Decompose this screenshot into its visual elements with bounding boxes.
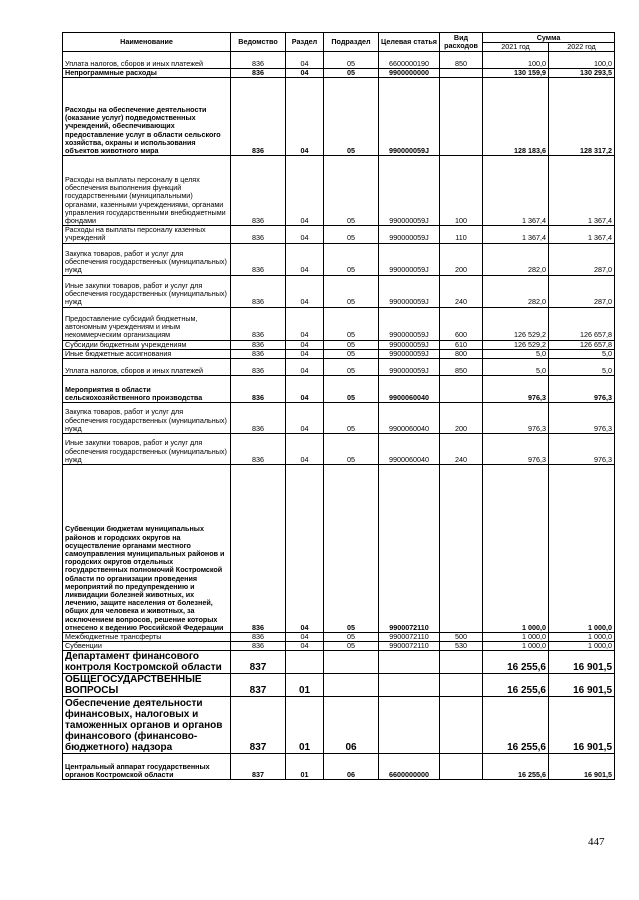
cell-section: 04 — [286, 243, 324, 275]
cell-target: 9900060040 — [379, 376, 440, 403]
cell-sum-2021: 1 000,0 — [483, 642, 549, 651]
cell-sum-2022: 976,3 — [549, 403, 615, 434]
table-row — [63, 642, 615, 651]
cell-sum-2022: 130 293,5 — [549, 69, 615, 78]
cell-sum-2021: 976,3 — [483, 403, 549, 434]
cell-dept: 836 — [231, 465, 286, 633]
cell-name: Расходы на выплаты персоналу казенных учреждений — [63, 226, 231, 243]
cell-sum-2022: 1 000,0 — [549, 465, 615, 633]
cell-section: 04 — [286, 78, 324, 156]
cell-sum-2021: 282,0 — [483, 243, 549, 275]
cell-subsection: 06 — [324, 697, 379, 754]
cell-subsection: 05 — [324, 226, 379, 243]
cell-sum-2021: 282,0 — [483, 275, 549, 307]
cell-expense-type — [440, 651, 483, 674]
table-row — [63, 403, 615, 434]
cell-section: 04 — [286, 226, 324, 243]
cell-sum-2021: 1 000,0 — [483, 633, 549, 642]
cell-section: 04 — [286, 434, 324, 465]
cell-target: 990000059J — [379, 275, 440, 307]
cell-subsection: 05 — [324, 275, 379, 307]
cell-target: 9900060040 — [379, 434, 440, 465]
table-row — [63, 156, 615, 226]
cell-sum-2022: 5,0 — [549, 359, 615, 376]
cell-dept: 836 — [231, 243, 286, 275]
cell-sum-2021: 16 255,6 — [483, 651, 549, 674]
cell-name: Непрограммные расходы — [63, 69, 231, 78]
cell-subsection: 05 — [324, 69, 379, 78]
cell-sum-2022: 287,0 — [549, 275, 615, 307]
cell-sum-2021: 16 255,6 — [483, 674, 549, 697]
cell-subsection: 05 — [324, 340, 379, 349]
cell-section: 01 — [286, 697, 324, 754]
cell-target: 9900000000 — [379, 69, 440, 78]
header-subsection: Подраздел — [324, 33, 379, 52]
cell-expense-type — [440, 697, 483, 754]
cell-name: Субвенции — [63, 642, 231, 651]
cell-section: 04 — [286, 376, 324, 403]
cell-section: 04 — [286, 69, 324, 78]
cell-section: 04 — [286, 307, 324, 340]
cell-sum-2022: 16 901,5 — [549, 754, 615, 780]
cell-sum-2022: 16 901,5 — [549, 674, 615, 697]
header-name: Наименование — [63, 33, 231, 52]
cell-expense-type: 110 — [440, 226, 483, 243]
cell-dept: 837 — [231, 754, 286, 780]
cell-subsection — [324, 651, 379, 674]
cell-sum-2022: 128 317,2 — [549, 78, 615, 156]
cell-sum-2021: 126 529,2 — [483, 307, 549, 340]
header-dept: Ведомство — [231, 33, 286, 52]
cell-dept: 836 — [231, 340, 286, 349]
cell-target — [379, 674, 440, 697]
cell-section: 04 — [286, 403, 324, 434]
cell-dept: 837 — [231, 674, 286, 697]
cell-name: Межбюджетные трансферты — [63, 633, 231, 642]
cell-section — [286, 651, 324, 674]
table-row — [63, 78, 615, 156]
cell-section: 04 — [286, 465, 324, 633]
cell-subsection: 06 — [324, 754, 379, 780]
cell-dept: 836 — [231, 403, 286, 434]
cell-name: Закупка товаров, работ и услуг для обеспечения государственных (муниципальных) нужд — [63, 243, 231, 275]
table-row — [63, 465, 615, 633]
cell-subsection: 05 — [324, 376, 379, 403]
cell-section: 04 — [286, 275, 324, 307]
cell-dept: 836 — [231, 633, 286, 642]
cell-sum-2022: 1 000,0 — [549, 642, 615, 651]
cell-expense-type — [440, 754, 483, 780]
table-row — [63, 340, 615, 349]
cell-dept: 837 — [231, 651, 286, 674]
table-row — [63, 243, 615, 275]
cell-sum-2022: 126 657,8 — [549, 307, 615, 340]
table-row — [63, 633, 615, 642]
cell-target — [379, 697, 440, 754]
cell-subsection: 05 — [324, 243, 379, 275]
cell-name: Предоставление субсидий бюджетным, автономным учреждениям и иным некоммерческим организациям — [63, 307, 231, 340]
cell-subsection: 05 — [324, 633, 379, 642]
header-year-2021: 2021 год — [483, 43, 549, 52]
cell-subsection — [324, 674, 379, 697]
cell-name: Иные бюджетные ассигнования — [63, 349, 231, 358]
cell-name: Расходы на выплаты персоналу в целях обеспечения выполнения функций государственными (муниципальными) органами, казенными учреждениями, органами управления государственными внебюджетными фондами — [63, 156, 231, 226]
cell-sum-2021: 128 183,6 — [483, 78, 549, 156]
cell-dept: 836 — [231, 376, 286, 403]
cell-sum-2021: 976,3 — [483, 434, 549, 465]
cell-subsection: 05 — [324, 156, 379, 226]
cell-dept: 836 — [231, 78, 286, 156]
cell-section: 01 — [286, 754, 324, 780]
cell-dept: 836 — [231, 69, 286, 78]
cell-section: 04 — [286, 156, 324, 226]
cell-sum-2022: 1 367,4 — [549, 226, 615, 243]
cell-sum-2021: 5,0 — [483, 349, 549, 358]
cell-target: 990000059J — [379, 243, 440, 275]
cell-sum-2021: 16 255,6 — [483, 697, 549, 754]
cell-subsection: 05 — [324, 359, 379, 376]
cell-expense-type: 200 — [440, 403, 483, 434]
cell-sum-2021: 1 000,0 — [483, 465, 549, 633]
cell-expense-type — [440, 376, 483, 403]
cell-sum-2021: 100,0 — [483, 52, 549, 69]
table-row — [63, 349, 615, 358]
table-row — [63, 69, 615, 78]
cell-expense-type: 530 — [440, 642, 483, 651]
cell-name: Центральный аппарат государственных органов Костромской области — [63, 754, 231, 780]
cell-sum-2022: 976,3 — [549, 434, 615, 465]
header-section: Раздел — [286, 33, 324, 52]
header-sum: Сумма — [483, 33, 615, 43]
table-row — [63, 307, 615, 340]
cell-dept: 836 — [231, 307, 286, 340]
cell-name: Обеспечение деятельности финансовых, налоговых и таможенных органов и органов финансового (финансово-бюджетного) надзора — [63, 697, 231, 754]
table-row — [63, 754, 615, 780]
cell-dept: 836 — [231, 642, 286, 651]
cell-expense-type: 800 — [440, 349, 483, 358]
page-number: 447 — [588, 836, 605, 848]
cell-expense-type — [440, 465, 483, 633]
table-row — [63, 434, 615, 465]
cell-sum-2022: 126 657,8 — [549, 340, 615, 349]
cell-sum-2022: 1 367,4 — [549, 156, 615, 226]
cell-expense-type: 610 — [440, 340, 483, 349]
cell-subsection: 05 — [324, 434, 379, 465]
cell-expense-type: 240 — [440, 275, 483, 307]
budget-table — [62, 32, 615, 780]
cell-target: 9900060040 — [379, 403, 440, 434]
cell-target: 990000059J — [379, 307, 440, 340]
cell-subsection: 05 — [324, 78, 379, 156]
cell-sum-2022: 1 000,0 — [549, 633, 615, 642]
table-row — [63, 697, 615, 754]
cell-dept: 836 — [231, 359, 286, 376]
cell-expense-type: 850 — [440, 52, 483, 69]
cell-section: 04 — [286, 52, 324, 69]
cell-expense-type — [440, 78, 483, 156]
table-row — [63, 52, 615, 69]
cell-expense-type: 600 — [440, 307, 483, 340]
cell-target: 990000059J — [379, 156, 440, 226]
cell-sum-2022: 976,3 — [549, 376, 615, 403]
cell-name: Департамент финансового контроля Костромской области — [63, 651, 231, 674]
cell-target: 990000059J — [379, 340, 440, 349]
cell-dept: 836 — [231, 226, 286, 243]
table-row — [63, 651, 615, 674]
cell-subsection: 05 — [324, 52, 379, 69]
cell-subsection: 05 — [324, 403, 379, 434]
cell-dept: 836 — [231, 349, 286, 358]
cell-sum-2021: 5,0 — [483, 359, 549, 376]
cell-subsection: 05 — [324, 307, 379, 340]
cell-dept: 836 — [231, 434, 286, 465]
cell-section: 04 — [286, 340, 324, 349]
cell-expense-type — [440, 674, 483, 697]
table-row — [63, 226, 615, 243]
cell-expense-type: 200 — [440, 243, 483, 275]
cell-sum-2021: 130 159,9 — [483, 69, 549, 78]
cell-subsection: 05 — [324, 465, 379, 633]
header-year-2022: 2022 год — [549, 43, 615, 52]
cell-expense-type: 240 — [440, 434, 483, 465]
cell-section: 04 — [286, 642, 324, 651]
table-row — [63, 674, 615, 697]
cell-section: 04 — [286, 633, 324, 642]
cell-sum-2022: 100,0 — [549, 52, 615, 69]
cell-name: ОБЩЕГОСУДАРСТВЕННЫЕ ВОПРОСЫ — [63, 674, 231, 697]
cell-target: 9900072110 — [379, 633, 440, 642]
cell-expense-type — [440, 69, 483, 78]
cell-sum-2022: 16 901,5 — [549, 651, 615, 674]
cell-sum-2021: 1 367,4 — [483, 156, 549, 226]
cell-name: Уплата налогов, сборов и иных платежей — [63, 52, 231, 69]
cell-sum-2022: 16 901,5 — [549, 697, 615, 754]
cell-sum-2022: 5,0 — [549, 349, 615, 358]
cell-dept: 836 — [231, 275, 286, 307]
cell-target: 990000059J — [379, 359, 440, 376]
cell-name: Иные закупки товаров, работ и услуг для обеспечения государственных (муниципальных) нужд — [63, 434, 231, 465]
cell-target: 6600000000 — [379, 754, 440, 780]
cell-expense-type: 500 — [440, 633, 483, 642]
cell-dept: 836 — [231, 156, 286, 226]
cell-name: Мероприятия в области сельскохозяйственного производства — [63, 376, 231, 403]
header-expense-type: Вид расходов — [440, 33, 483, 52]
cell-name: Расходы на обеспечение деятельности (оказание услуг) подведомственных учреждений, обеспечивающих предоставление услуг в области сельского хозяйства, охраны и использования объектов животного мира — [63, 78, 231, 156]
table-row — [63, 376, 615, 403]
cell-sum-2021: 16 255,6 — [483, 754, 549, 780]
cell-target: 990000059J — [379, 78, 440, 156]
cell-expense-type: 100 — [440, 156, 483, 226]
cell-target — [379, 651, 440, 674]
cell-dept: 836 — [231, 52, 286, 69]
cell-subsection: 05 — [324, 349, 379, 358]
cell-target: 990000059J — [379, 226, 440, 243]
cell-expense-type: 850 — [440, 359, 483, 376]
cell-target: 9900072110 — [379, 465, 440, 633]
cell-target: 9900072110 — [379, 642, 440, 651]
cell-name: Уплата налогов, сборов и иных платежей — [63, 359, 231, 376]
cell-section: 04 — [286, 349, 324, 358]
cell-sum-2021: 976,3 — [483, 376, 549, 403]
cell-section: 04 — [286, 359, 324, 376]
cell-subsection: 05 — [324, 642, 379, 651]
header-target: Целевая статья — [379, 33, 440, 52]
cell-target: 6600000190 — [379, 52, 440, 69]
cell-target: 990000059J — [379, 349, 440, 358]
cell-name: Субвенции бюджетам муниципальных районов и городских округов на осуществление органами местного самоуправления муниципальных районов и городских округов отдельных государственных полномочий Костромской области по организации проведения мероприятий по предупреждению и ликвидации болезней животных, их лечению, защите населения от болезней, общих для человека и животных, за исключением вопросов, решение которых отнесено к ведению Российской Федерации — [63, 465, 231, 633]
table-row — [63, 359, 615, 376]
cell-name: Субсидии бюджетным учреждениям — [63, 340, 231, 349]
cell-sum-2022: 287,0 — [549, 243, 615, 275]
table-row — [63, 275, 615, 307]
cell-name: Закупка товаров, работ и услуг для обеспечения государственных (муниципальных) нужд — [63, 403, 231, 434]
cell-dept: 837 — [231, 697, 286, 754]
cell-name: Иные закупки товаров, работ и услуг для обеспечения государственных (муниципальных) нужд — [63, 275, 231, 307]
cell-sum-2021: 126 529,2 — [483, 340, 549, 349]
cell-sum-2021: 1 367,4 — [483, 226, 549, 243]
cell-section: 01 — [286, 674, 324, 697]
